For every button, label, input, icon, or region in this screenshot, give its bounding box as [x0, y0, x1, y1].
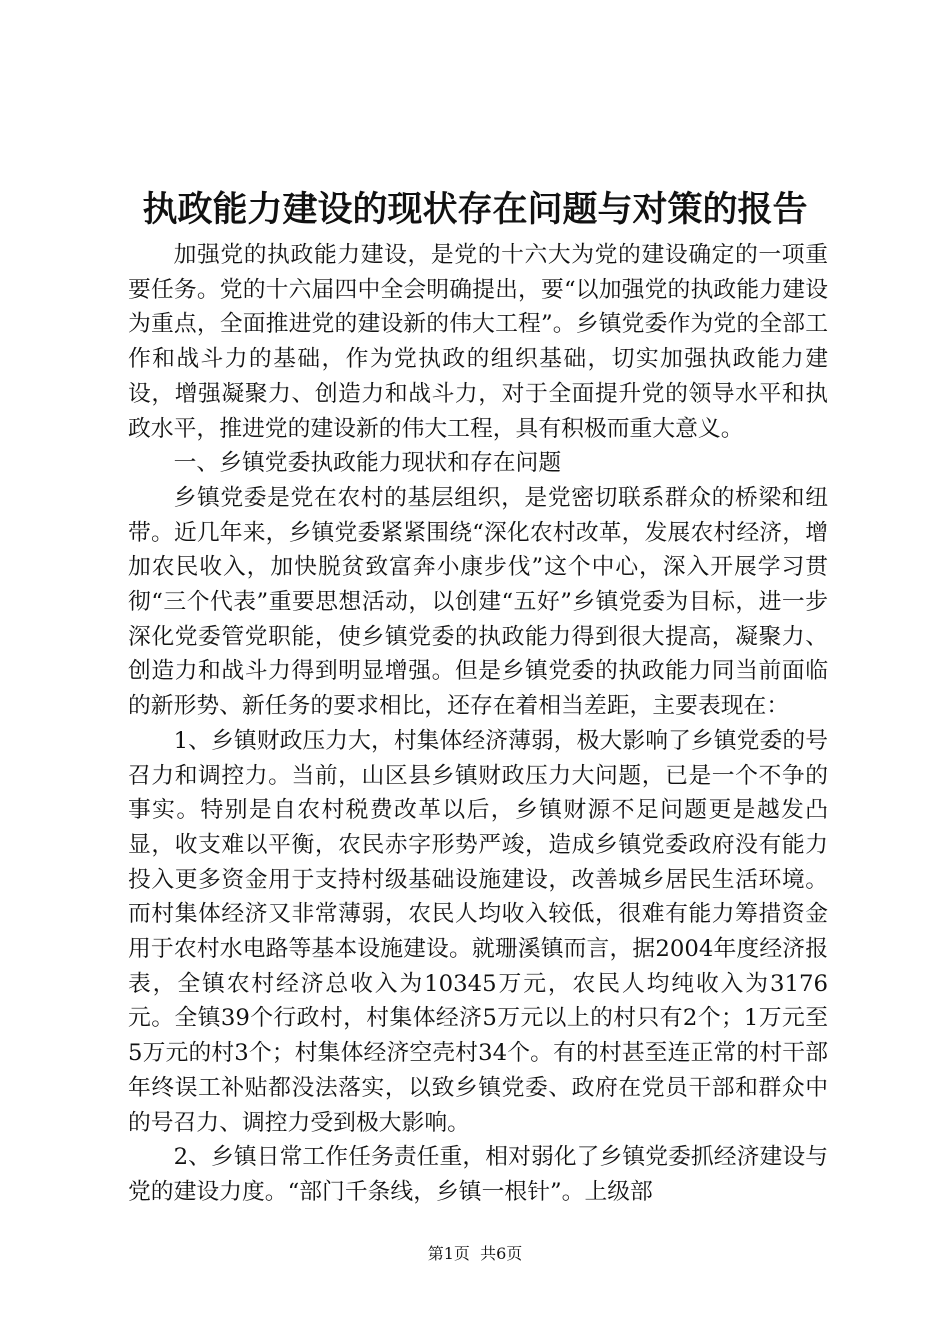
- document-body: [128, 238, 828, 1210]
- paragraph-intro: 加强党的执政能力建设，是党的十六大为党的建设确定的一项重要任务。党的十六届四中全会明确提出，要“以加强党的执政能力建设为重点，全面推进党的建设新的伟大工程”。乡镇党委作为党的全部工作和战斗力的基础，作为党执政的组织基础，切实加强执政能力建设，增强凝聚力、创造力和战斗力，对于全面提升党的领导水平和执政水平，推进党的建设新的伟大工程，具有积极而重大意义。: [128, 242, 828, 442]
- paragraph-point-2: 2、乡镇日常工作任务责任重，相对弱化了乡镇党委抓经济建设与党的建设力度。“部门千条线，乡镇一根针”。上级部: [128, 1144, 828, 1205]
- document-title: 执政能力建设的现状存在问题与对策的报告: [142, 189, 808, 230]
- paragraph-status: 乡镇党委是党在农村的基层组织，是党密切联系群众的桥梁和纽带。近几年来，乡镇党委紧紧围绕“深化农村改革，发展农村经济，增加农民收入，加快脱贫致富奔小康步伐”这个中心，深入开展学习贯彻“三个代表”重要思想活动，以创建“五好”乡镇党委为目标，进一步深化党委管党职能，使乡镇党委的执政能力得到很大提高，凝聚力、创造力和战斗力得到明显增强。但是乡镇党委的执政能力同当前面临的新形势、新任务的要求相比，还存在着相当差距，主要表现在：: [128, 484, 828, 720]
- page-number: 第1页: [427, 1244, 470, 1263]
- section-heading-1: 一、乡镇党委执政能力现状和存在问题: [173, 450, 562, 477]
- paragraph-point-1: 1、乡镇财政压力大，村集体经济薄弱，极大影响了乡镇党委的号召力和调控力。当前，山区县乡镇财政压力大问题，已是一个不争的事实。特别是自农村税费改革以后，乡镇财源不足问题更是越发凸显，收支难以平衡，农民赤字形势严竣，造成乡镇党委政府没有能力投入更多资金用于支持村级基础设施建设，改善城乡居民生活环境。而村集体经济又非常薄弱，农民人均收入较低，很难有能力筹措资金用于农村水电路等基本设施建设。就珊溪镇而言，据2004年度经济报表，全镇农村经济总收入为10345万元，农民人均纯收入为3176元。全镇39个行政村，村集体经济5万元以上的村只有2个；1万元至5万元的村3个；村集体经济空壳村34个。有的村甚至连正常的村干部年终误工补贴都没法落实，以致乡镇党委、政府在党员干部和群众中的号召力、调控力受到极大影响。: [128, 727, 828, 1136]
- page-total: 共6页: [480, 1244, 523, 1263]
- page-footer: [0, 1244, 950, 1264]
